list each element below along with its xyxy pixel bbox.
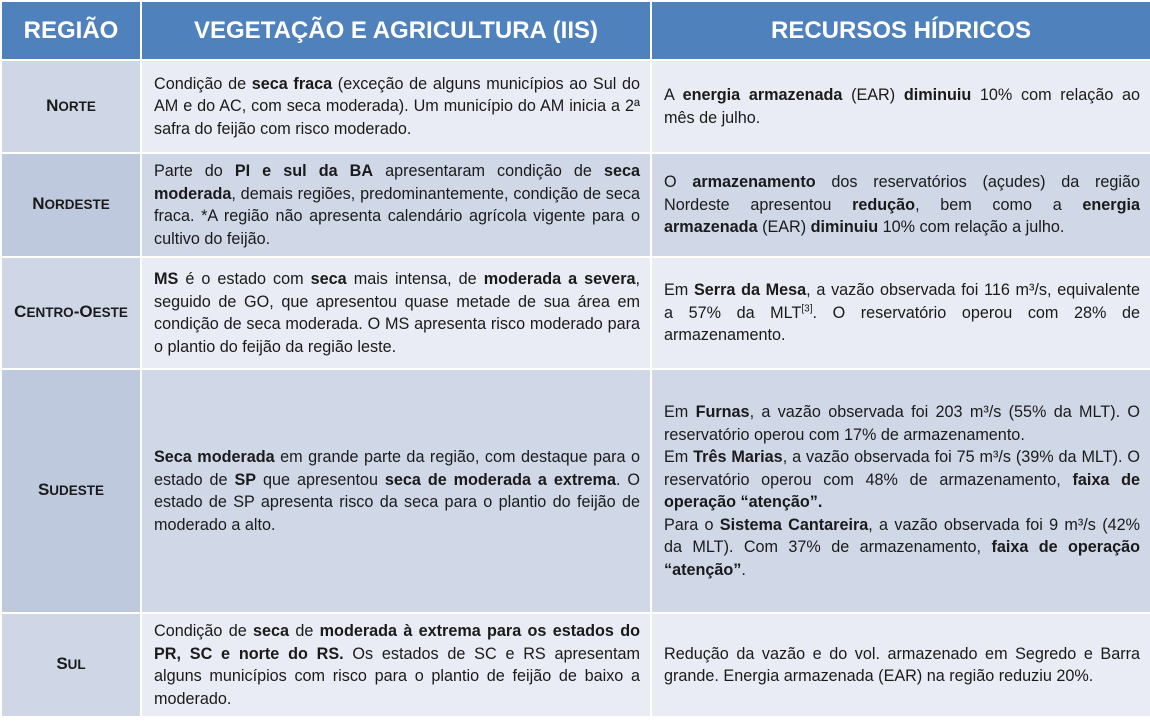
header-recursos: RECURSOS HÍDRICOS [651, 1, 1150, 60]
row-nordeste [1, 153, 1150, 257]
vegetacao-centro-oeste: MS é o estado com seca mais intensa, de moderada a severa, seguido de GO, que apresentou quase metade de sua área em condição de seca moderada. O MS apresenta risco moderado para o plantio do feijão da região leste. [141, 257, 651, 369]
paragraph-tres-marias: Em Três Marias, a vazão observada foi 75 m³/s (39% da MLT). O reservatório operou com 48% de armazenamento, faixa de operação “atenção”. [664, 448, 1141, 511]
recursos-norte: A energia armazenada (EAR) diminuiu 10% com relação ao mês de julho. [651, 60, 1150, 153]
region-centro-oeste: CENTRO-OESTE [1, 257, 141, 369]
recursos-centro-oeste: Em Serra da Mesa, a vazão observada foi 116 m³/s, equivalente a 57% da MLT[3]. O reservatório operou com 28% de armazenamento. [651, 257, 1150, 369]
vegetacao-sul: Condição de seca de moderada à extrema para os estados do PR, SC e norte do RS. Os estados de SC e RS apresentam alguns municípios com risco para o plantio de feijão de baixo a moderado. [141, 613, 651, 717]
recursos-sudeste [651, 369, 1150, 613]
region-norte: NORTE [1, 60, 141, 153]
row-sul [1, 613, 1150, 717]
header-regiao: REGIÃO [1, 1, 141, 60]
vegetacao-norte: Condição de seca fraca (exceção de alguns municípios ao Sul do AM e do AC, com seca moderada). Um município do AM inicia a 2ª safra do feijão com risco moderado. [141, 60, 651, 153]
paragraph-furnas: Em Furnas, a vazão observada foi 203 m³/s (55% da MLT). O reservatório operou com 17% de armazenamento. [664, 403, 1140, 444]
region-sul: SUL [1, 613, 141, 717]
vegetacao-nordeste: Parte do PI e sul da BA apresentaram condição de seca moderada, demais regiões, predominantemente, condição de seca fraca. *A região não apresenta calendário agrícola vigente para o cultivo do feijão. [141, 153, 651, 257]
header-row [1, 1, 1150, 60]
row-centro-oeste [1, 257, 1150, 369]
footnote-ref: [3] [801, 303, 813, 315]
row-norte [1, 60, 1150, 153]
recursos-nordeste: O armazenamento dos reservatórios (açudes) da região Nordeste apresentou redução, bem como a energia armazenada (EAR) diminuiu 10% com relação a julho. [651, 153, 1150, 257]
recursos-sul: Redução da vazão e do vol. armazenado em Segredo e Barra grande. Energia armazenada (EAR) na região reduziu 20%. [651, 613, 1150, 717]
region-sudeste: SUDESTE [1, 369, 141, 613]
region-nordeste: NORDESTE [1, 153, 141, 257]
header-vegetacao: VEGETAÇÃO E AGRICULTURA (IIS) [141, 1, 651, 60]
row-sudeste [1, 369, 1150, 613]
vegetacao-sudeste: Seca moderada em grande parte da região, com destaque para o estado de SP que apresentou seca de moderada a extrema. O estado de SP apresenta risco da seca para o plantio do feijão de moderado a alto. [141, 369, 651, 613]
paragraph-cantareira: Para o Sistema Cantareira, a vazão observada foi 9 m³/s (42% da MLT). Com 37% de armazenamento, faixa de operação “atenção”. [664, 515, 1140, 579]
